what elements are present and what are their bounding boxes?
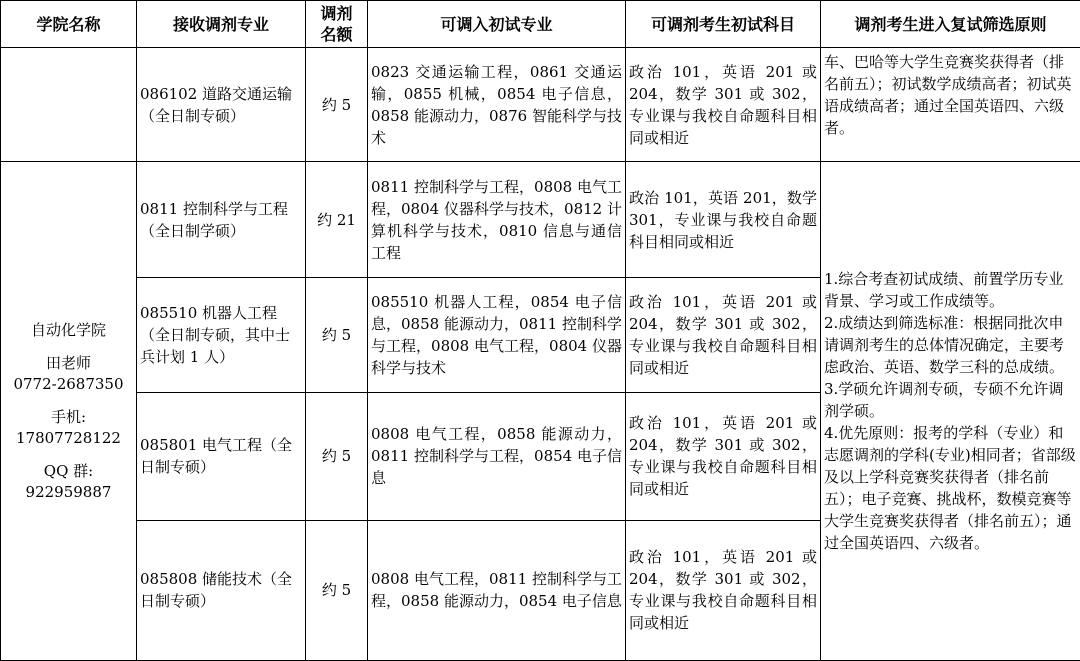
header-major: 接收调剂专业 (137, 1, 306, 48)
header-row (1, 1, 1080, 48)
quota-cell: 约 5 (306, 392, 368, 520)
allowed-majors-cell: 0808 电气工程，0811 控制科学与工程，0858 能源动力，0854 电子信息 (368, 520, 626, 660)
quota-cell: 约 21 (306, 162, 368, 278)
contact-phone: 0772-2687350 (13, 374, 124, 393)
allowed-majors-cell: 0823 交通运输工程，0861 交通运输，0855 机械，0854 电子信息，0858 能源动力，0876 智能科学与技术 (368, 48, 626, 162)
principles-cell-prev: 车、巴哈等大学生竞赛奖获得者（排名前五）；初试数学成绩高者；初试英语成绩高者；通过全国英语四、六级者。 (821, 48, 1080, 162)
principle-item: 1.综合考查初试成绩、前置学历专业背景、学习或工作成绩等。 (824, 270, 1064, 311)
header-college: 学院名称 (1, 1, 137, 48)
table-row (1, 162, 1080, 278)
quota-cell: 约 5 (306, 278, 368, 392)
subjects-cell: 政治 101，英语 201，数学 301，专业课与我校自命题科目相同或相近 (626, 162, 821, 278)
principle-item: 3.学硕允许调剂专硕，专硕不允许调剂学硕。 (824, 380, 1064, 421)
college-name: 自动化学院 (30, 320, 106, 339)
header-subjects: 可调剂考生初试科目 (626, 1, 821, 48)
college-cell (1, 162, 137, 661)
header-quota-line2: 名额 (320, 25, 353, 44)
subjects-cell: 政治 101，英语 201 或 204，数学 301 或 302，专业课与我校自命题科目相同或相近 (626, 48, 821, 162)
header-quota (306, 1, 368, 48)
mobile-number: 17807728122 (16, 428, 121, 447)
qq-group: QQ 群: 922959887 (25, 461, 112, 501)
subjects-cell: 政治 101，英语 201 或 204，数学 301 或 302，专业课与我校自命题科目相同或相近 (626, 392, 821, 520)
header-majors-allowed: 可调入初试专业 (368, 1, 626, 48)
major-cell: 0811 控制科学与工程（全日制学硕） (137, 162, 306, 278)
quota-cell: 约 5 (306, 48, 368, 162)
principle-item: 4.优先原则：报考的学科（专业）和志愿调剂的学科(专业)相同者；省部级及以上学科竞赛奖获得者（排名前五）；电子竞赛、挑战杯，数模竞赛等大学生竞赛奖获得者（排名前五）；通过全国英语四、六级者。 (824, 424, 1076, 553)
major-cell: 085808 储能技术（全日制专硕） (137, 520, 306, 660)
subjects-cell: 政治 101，英语 201 或 204，数学 301 或 302，专业课与我校自命题科目相同或相近 (626, 278, 821, 392)
college-cell-prev (1, 48, 137, 162)
quota-cell: 约 5 (306, 520, 368, 660)
allowed-majors-cell: 0811 控制科学与工程，0808 电气工程，0804 仪器科学与技术，0812 计算机科学与技术，0810 信息与通信工程 (368, 162, 626, 278)
mobile-label: 手机: (50, 407, 87, 426)
allowed-majors-cell: 0808 电气工程，0858 能源动力，0811 控制科学与工程，0854 电子信息 (368, 392, 626, 520)
major-cell: 085801 电气工程（全日制专硕） (137, 392, 306, 520)
principle-item: 2.成绩达到筛选标准：根据同批次申请调剂考生的总体情况确定，主要考虑政治、英语、数学三科的总成绩。 (824, 314, 1065, 377)
header-principles: 调剂考生进入复试筛选原则 (821, 1, 1080, 48)
allowed-majors-cell: 085510 机器人工程，0854 电子信息，0858 能源动力，0811 控制科学与工程，0808 电气工程，0804 仪器科学与技术 (368, 278, 626, 392)
principles-cell (821, 162, 1080, 661)
contact-name: 田老师 (45, 353, 91, 372)
table-row (1, 48, 1080, 162)
major-cell: 085510 机器人工程（全日制专硕，其中士兵计划 1 人） (137, 278, 306, 392)
header-quota-line1: 调剂 (320, 4, 353, 23)
major-cell: 086102 道路交通运输（全日制专硕） (137, 48, 306, 162)
subjects-cell: 政治 101，英语 201 或 204，数学 301 或 302，专业课与我校自命题科目相同或相近 (626, 520, 821, 660)
